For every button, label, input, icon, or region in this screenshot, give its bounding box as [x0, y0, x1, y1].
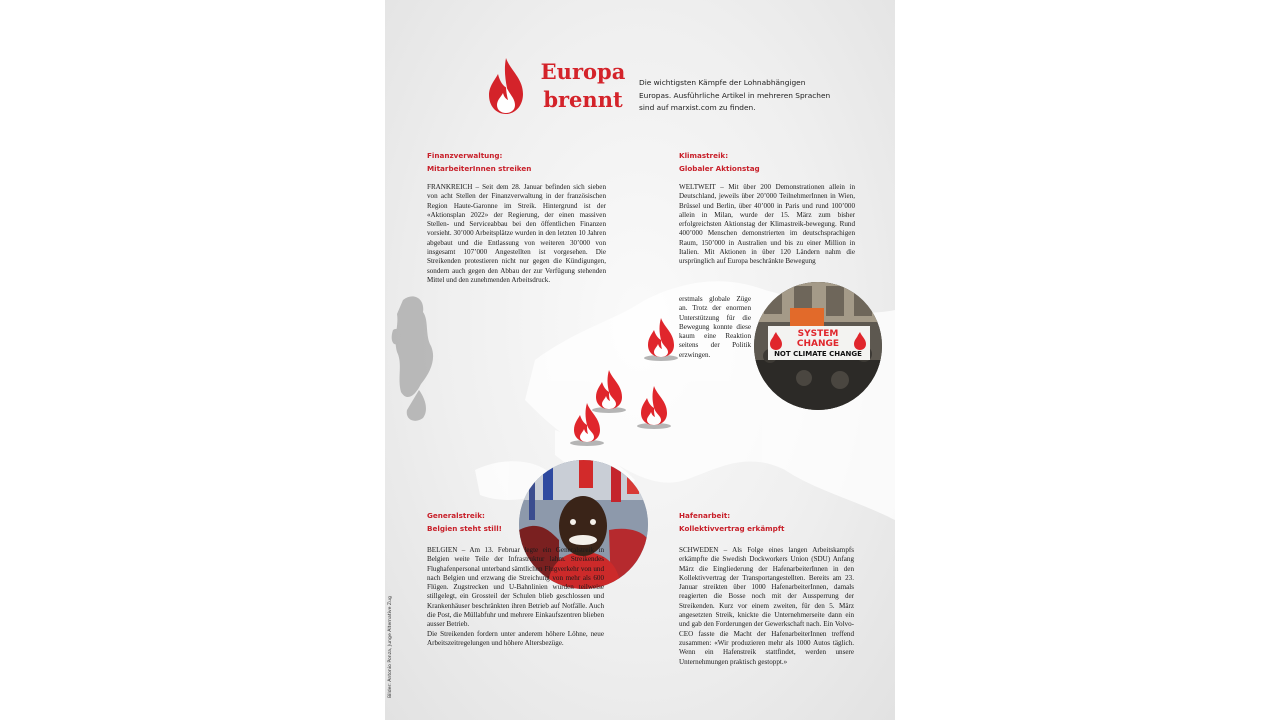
article-body-belgien — [427, 546, 604, 648]
article-paragraph: WELTWEIT – Mit über 200 Demonstrationen allein in Deutschland, jeweils über 20’000 TeilnehmerInnen in Wien, Brüssel und Berlin, über 40’000 in Paris und rund 100’000 allein in Milan, wurde der 15. März zum bisher erfolgreichsten Aktionstag der Klimastreik-bewegung. Rund 400’000 Menschen demonstrierten im deutschsprachigen Raum, 150’000 in Australien und bis zu einer Million in Italien. Mit Aktionen in über 120 Ländern nahm die ursprünglich auf Europa beschränkte Bewegung — [679, 183, 855, 266]
heading-line-2: Kollektivvertrag erkämpft — [679, 523, 785, 533]
article-paragraph: Die Streikenden fordern unter anderem höhere Löhne, neue Arbeitszeitregelungen und höhere Altersbezüge. — [427, 629, 604, 647]
heading-line-1: Klimastreik: — [679, 151, 729, 160]
heading-line-2: Globaler Aktionstag — [679, 163, 760, 173]
article-heading-belgien — [427, 510, 617, 535]
heading-line-2: MitarbeiterInnen streiken — [427, 163, 532, 173]
article-paragraph: BELGIEN – Am 13. Februar legte ein Generalstreik in Belgien weite Teile der Infrastruktur lahm. Streikendes Flughafenpersonal unterband sämtlichen Flugverkehr von und nach Belgien und erzwang die Streichung von mehr als 600 Flügen. Zugstrecken und U-Bahnlinien wurden teilweise stillgelegt, ein Grossteil der Schulen blieb geschlossen und Krankenhäuser beschränkten ihren Betrieb auf Notfälle. Auch die Post, die Müllabfuhr und mehrere Einkaufszentren blieben ausser Betrieb. — [427, 546, 604, 629]
map-flame-icon — [642, 316, 680, 362]
flame-icon — [485, 56, 527, 116]
heading-line-1: Hafenarbeit: — [679, 511, 731, 520]
article-paragraph: FRANKREICH – Seit dem 28. Januar befinden sich sieben von acht Stellen der Finanzverwaltung in der französischen Region Haute-Garonne im Streik. Hintergrund ist der «Aktionsplan 2022» der Regierung, der einen massiven Stellen- und Serviceabbau bei den öffentlichen Finanzen vorsieht. 30’000 Arbeitsplätze wurden in den letzten 10 Jahren abgebaut und die Entlassung von weiteren 30’000 von insgesamt 107’000 Angestellten ist vorgesehen. Die Streikenden protestieren nicht nur gegen die Kündigungen, sondern auch gegen den Abbau der zur Verfügung stehenden Mittel und den zunehmenden Arbeitsdruck. — [427, 183, 606, 284]
article-body-klimastreik-continued — [679, 295, 751, 360]
heading-line-2: Belgien steht still! — [427, 523, 502, 533]
climate-strike-photo — [754, 282, 882, 410]
article-body-klimastreik — [679, 183, 855, 267]
article-heading-frankreich — [427, 150, 617, 175]
uk-shadow-shape — [392, 296, 433, 420]
page-title — [535, 58, 631, 114]
intro-text: Die wichtigsten Kämpfe der Lohnabhängigen Europas. Ausführliche Artikel in mehreren Sprachen sind auf marxist.com zu finden. — [639, 78, 831, 113]
banner-text-1: SYSTEM — [797, 329, 839, 339]
title-line-1: Europa — [540, 59, 626, 84]
article-body-frankreich — [427, 183, 606, 285]
article-heading-hafenarbeit — [679, 510, 869, 535]
article-body-hafenarbeit — [679, 546, 854, 667]
article-paragraph: SCHWEDEN – Als Folge eines langen Arbeitskampfs erkämpfte die Swedish Dockworkers Union (SDU) Anfang März die Eingliederung der HafenarbeiterInnen in den Kollektivvertrag der Transportangestellten. Bereits am 23. Januar streikten über 1000 HafenarbeiterInnen, damals reagierten die Bosse noch mit der Aussperrung der Streikenden. Kurz vor einem zweiten, für den 5. März angesetzten Streik, knickte die Unternehmerseite dann ein und gab den Forderungen der Gewerkschaft nach. Ein Volvo-CEO fasste die Macht der HafenarbeiterInnen treffend zusammen: «Wir produzieren mehr als 1000 Autos täglich. Wenn ein Hafenstreik stattfindet, werden unsere Unternehmungen praktisch gestoppt.» — [679, 546, 854, 666]
photo-credit: Bilder: Antonio Ponza, Junge Alternative Zug — [388, 596, 393, 698]
magazine-page — [385, 0, 895, 720]
heading-line-1: Finanzverwaltung: — [427, 151, 503, 160]
title-line-2: brennt — [543, 87, 623, 112]
banner-text-2: CHANGE — [796, 339, 840, 349]
map-flame-icon — [568, 401, 606, 447]
article-heading-klimastreik — [679, 150, 869, 175]
heading-line-1: Generalstreik: — [427, 511, 485, 520]
banner-text-3: NOT CLIMATE CHANGE — [774, 350, 862, 358]
map-flame-icon — [635, 384, 673, 430]
climate-photo-drawing — [754, 282, 882, 410]
article-paragraph: erstmals globale Züge an. Trotz der enormen Unterstützung für die Bewegung konnte diese kaum eine Reaktion seitens der Politik erzwingen. — [679, 295, 751, 359]
